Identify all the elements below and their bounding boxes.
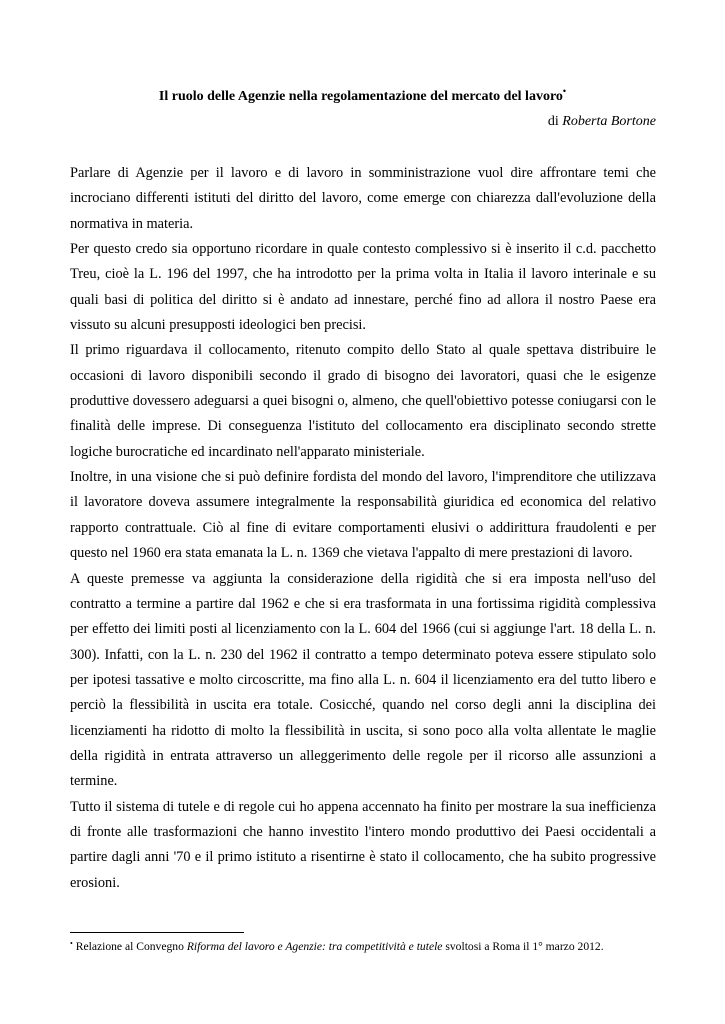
footnote-prefix: Relazione al Convegno [75, 940, 184, 953]
title-text: Il ruolo delle Agenzie nella regolamentazione del mercato del lavoro [158, 89, 563, 104]
paragraph: Inoltre, in una visione che si può definire fordista del mondo del lavoro, l'imprenditore che utilizzava il lavoratore doveva assumere integralmente la responsabilità giuridica ed economica del relativo rapporto contrattuale. Ciò al fine di evitare comportamenti elusivi o addirittura fraudolenti e per questo nel 1960 era stata emanata la L. n. 1369 che vietava l'appalto di mere prestazioni di lavoro. [70, 469, 656, 562]
footnote-separator [70, 932, 244, 933]
footnote [70, 939, 670, 955]
document-title [70, 87, 655, 107]
paragraph: A queste premesse va aggiunta la considerazione della rigidità che si era imposta nell'uso del contratto a termine a partire dal 1962 e che si era trasformata in una fortissima rigidità complessiva per effetto dei limiti posti al licenziamento con la L. 604 del 1966 (cui si aggiunge l'art. 18 della L. n. 300). Infatti, con la L. n. 230 del 1962 il contratto a tempo determinato poteva essere stipulato solo per ipotesi tassative e molto circoscritte, ma fino alla L. n. 604 il licenziamento era del tutto libero e perciò la flessibilità in uscita era totale. Cosicché, quando nel corso degli anni la disciplina dei licenziamenti ha ridotto di molto la flessibilità in uscita, si sono poco alla volta allentate le maglie della rigidità in entrata attraverso un alleggerimento delle regole per il ricorso alle assunzioni a termine. [70, 570, 656, 790]
paragraph: Parlare di Agenzie per il lavoro e di lavoro in somministrazione vuol dire affrontare temi che incrociano differenti istituti del diritto del lavoro, come emerge con chiarezza dall'evoluzione della normativa in materia. [70, 165, 656, 232]
paragraph: Il primo riguardava il collocamento, ritenuto compito dello Stato al quale spettava distribuire le occasioni di lavoro disponibili secondo il grado di bisogno dei lavoratori, quasi che le esigenze produttive dovessero adeguarsi a quei bisogni o, almeno, che quell'obiettivo potesse coniugarsi con le finalità delle imprese. Di conseguenza l'istituto del collocamento era disciplinato secondo strette logiche burocratiche ed incardinato nell'apparato ministeriale. [70, 342, 656, 460]
author-line [548, 112, 656, 132]
paragraph: Per questo credo sia opportuno ricordare in quale contesto complessivo si è inserito il c.d. pacchetto Treu, cioè la L. 196 del 1997, che ha introdotto per la prima volta in Italia il lavoro interinale e su quali basi di politica del diritto si è andato ad innestare, perché fino ad allora il nostro Paese era vissuto su alcuni presupposti ideologici ben precisi. [70, 241, 656, 334]
footnote-suffix: svoltosi a Roma il 1° marzo 2012. [445, 940, 604, 953]
footnote-event-title: Riforma del lavoro e Agenzie: tra competitività e tutele [186, 940, 443, 953]
footnote-marker: • [70, 939, 73, 948]
body-text [70, 161, 656, 896]
title-footnote-marker: • [562, 86, 567, 96]
paragraph: Tutto il sistema di tutele e di regole cui ho appena accennato ha finito per mostrare la sua inefficienza di fronte alle trasformazioni che hanno investito l'intero mondo produttivo dei Paesi occidentali a partire dagli anni '70 e il primo istituto a risentirne è stato il collocamento, che ha subito progressive erosioni. [70, 798, 656, 891]
author-prefix: di [547, 114, 559, 129]
author-name: Roberta Bortone [562, 114, 656, 129]
